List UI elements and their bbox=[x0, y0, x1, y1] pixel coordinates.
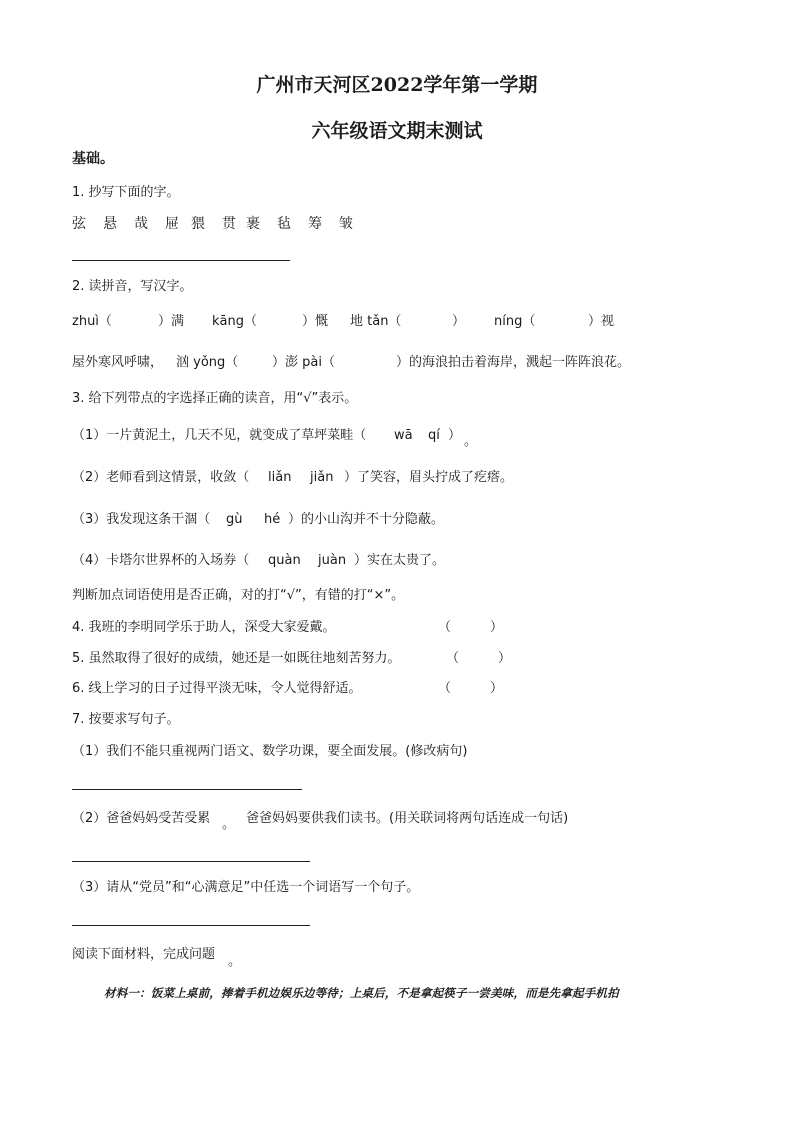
q7-sub2-mark: 。 bbox=[222, 817, 236, 832]
reading-material-1: 材料一：饭菜上桌前，捧着手机边娱乐边等待；上桌后，不是拿起筷子一尝美味，而是先拿起手机拍 bbox=[104, 986, 619, 1000]
q1-char-list bbox=[72, 215, 370, 233]
q2-sentence-start: 屋外寒风呼啸， bbox=[72, 355, 164, 370]
q7-sub1: （1）我们不能只重视两门语文、数学功课，要全面发展。(修改病句) bbox=[72, 744, 468, 759]
q3-item-3-text: （3）我发现这条干涸（ bbox=[72, 512, 211, 527]
q3-item-2-option-a[interactable]: liǎn bbox=[268, 470, 292, 485]
q7-sub3: （3）请从“党员”和“心满意足”中任选一个词语写一个句子。 bbox=[72, 880, 420, 895]
q7-sub2-a: （2）爸爸妈妈受苦受累 bbox=[72, 811, 211, 826]
q2-blank-close-3: ） bbox=[452, 314, 466, 329]
q1-char: 毡 bbox=[277, 216, 291, 232]
q2-pinyin-2: kāng（ bbox=[212, 314, 257, 329]
q2-sentence-end: ）的海浪拍击着海岸，溅起一阵阵浪花。 bbox=[396, 355, 631, 370]
q1-char: 筹 bbox=[308, 216, 322, 232]
q1-prompt: 1. 抄写下面的字。 bbox=[72, 185, 180, 200]
judge-item-4: 4. 我班的李明同学乐于助人，深受大家爱戴。 bbox=[72, 620, 336, 635]
q1-answer-line[interactable] bbox=[72, 260, 290, 261]
q2-pinyin-3: 地 tǎn（ bbox=[350, 314, 402, 329]
q3-item-1-close: ） bbox=[448, 428, 462, 443]
judge-item-5-answer[interactable]: （ ） bbox=[446, 651, 512, 666]
q2-blank-close-4: ）视 bbox=[588, 314, 615, 329]
q2-blank-close-1: ）满 bbox=[158, 314, 185, 329]
reading-prompt: 阅读下面材料，完成问题 bbox=[72, 947, 216, 962]
judge-item-4-answer[interactable]: （ ） bbox=[438, 620, 504, 635]
q3-item-3-option-a[interactable]: gù bbox=[226, 512, 243, 527]
exam-title: 广州市天河区2022学年第一学期 bbox=[256, 74, 538, 96]
q3-item-4-close: ）实在太贵了。 bbox=[354, 553, 446, 568]
q3-item-3-option-b[interactable]: hé bbox=[264, 512, 281, 527]
q7-sub1-answer-line[interactable] bbox=[72, 789, 302, 790]
q3-item-4-option-a[interactable]: quàn bbox=[268, 553, 301, 568]
q1-char: 猥 bbox=[191, 216, 205, 232]
q3-item-2-text: （2）老师看到这情景，收敛（ bbox=[72, 470, 250, 485]
q3-item-1-period: 。 bbox=[464, 434, 478, 449]
section-heading: 基础。 bbox=[72, 151, 114, 167]
reading-prompt-mark: 。 bbox=[228, 954, 242, 969]
q3-item-1-text: （1）一片黄泥土，几天不见，就变成了草坪菜畦（ bbox=[72, 428, 367, 443]
q1-char: 贯 bbox=[222, 216, 236, 232]
q2-pinyin-5: 汹 yǒng（ bbox=[176, 355, 239, 370]
q1-char: 悬 bbox=[103, 216, 117, 232]
q1-char: 屉 bbox=[165, 216, 179, 232]
q2-blank-close-2: ）慨 bbox=[302, 314, 329, 329]
q1-char: 皱 bbox=[339, 216, 353, 232]
q2-pinyin-4: níng（ bbox=[494, 314, 536, 329]
judge-item-6-answer[interactable]: （ ） bbox=[438, 681, 504, 696]
q3-item-2-option-b[interactable]: jiǎn bbox=[310, 470, 334, 485]
q1-char: 弦 bbox=[72, 216, 86, 232]
q3-item-4-text: （4）卡塔尔世界杯的入场券（ bbox=[72, 553, 250, 568]
q2-pinyin-1: zhuì（ bbox=[72, 314, 112, 329]
q7-sub2-b: 爸爸妈妈要供我们读书。(用关联词将两句话连成一句话) bbox=[246, 811, 569, 826]
judge-prompt: 判断加点词语使用是否正确，对的打“√”，有错的打“×”。 bbox=[72, 588, 405, 603]
q3-item-1-option-a[interactable]: wā bbox=[394, 428, 413, 443]
q7-prompt: 7. 按要求写句子。 bbox=[72, 712, 180, 727]
q1-char: 哉 bbox=[134, 216, 148, 232]
q2-prompt: 2. 读拼音，写汉字。 bbox=[72, 279, 193, 294]
q3-item-2-close: ）了笑容，眉头拧成了疙瘩。 bbox=[344, 470, 514, 485]
q3-item-3-close: ）的小山沟并不十分隐蔽。 bbox=[288, 512, 445, 527]
exam-subtitle: 六年级语文期末测试 bbox=[311, 120, 483, 142]
q3-prompt: 3. 给下列带点的字选择正确的读音，用“√”表示。 bbox=[72, 391, 358, 406]
q7-sub2-answer-line[interactable] bbox=[72, 861, 310, 862]
q3-item-4-option-b[interactable]: juàn bbox=[318, 553, 347, 568]
q2-pinyin-6: ）澎 pài（ bbox=[272, 355, 335, 370]
q1-char: 裹 bbox=[246, 216, 260, 232]
judge-item-6: 6. 线上学习的日子过得平淡无味，令人觉得舒适。 bbox=[72, 681, 362, 696]
q7-sub3-answer-line[interactable] bbox=[72, 925, 310, 926]
judge-item-5: 5. 虽然取得了很好的成绩，她还是一如既往地刻苦努力。 bbox=[72, 651, 401, 666]
q3-item-1-option-b[interactable]: qí bbox=[428, 428, 440, 443]
